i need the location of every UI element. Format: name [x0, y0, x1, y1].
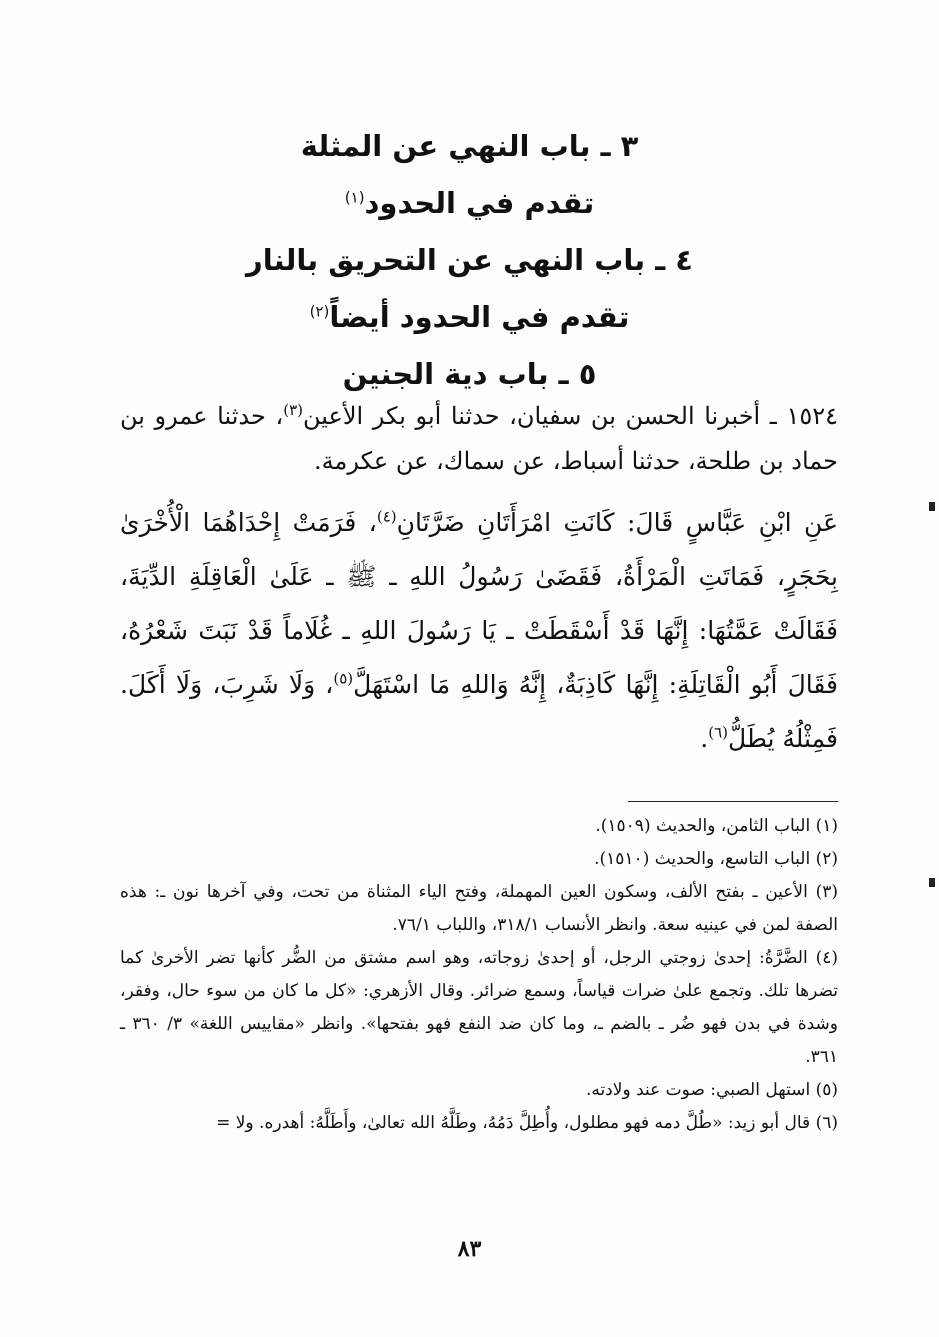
heading-note-1: تقدم في الحدود$^{(١)}$	[344, 186, 595, 220]
scan-mark	[929, 502, 935, 511]
footnote-1: (١) الباب الثامن، والحديث (١٥٠٩).	[595, 816, 838, 836]
footnote-ref-3[interactable]: (٣)	[283, 401, 303, 419]
footnote-2: (٢) الباب التاسع، والحديث (١٥١٠).	[594, 849, 838, 869]
main-text	[120, 394, 838, 766]
scan-mark	[929, 878, 935, 887]
heading-chapter-4: ٤ ـ باب النهي عن التحريق بالنار	[246, 243, 693, 277]
footnote-ref-1[interactable]: (١)	[344, 188, 365, 207]
chapter-headings	[0, 118, 939, 403]
footnotes	[120, 810, 838, 1140]
footnote-ref-6[interactable]: (٦)	[708, 723, 729, 742]
page-number: ٨٣	[457, 1236, 482, 1262]
heading-chapter-5: ٥ ـ باب دية الجنين	[342, 357, 597, 391]
heading-chapter-3: ٣ ـ باب النهي عن المثلة	[300, 129, 639, 163]
hadith-paragraph: عَنِ ابْنِ عَبَّاسٍ قَالَ: كَانَتِ امْرَأَتَانِ ضَرَّتَانِ$^{(٤)}$، فَرَمَتْ إِحْدَاهُمَا الْأُخْرَىٰ بِحَجَرٍ، فَمَاتَتِ الْمَرْأَةُ، فَقَضَىٰ رَسُولُ اللهِ ـ ﷺ ـ عَلَىٰ الْعَاقِلَةِ الدِّيَةَ، فَقَالَتْ عَمَّتُهَا: إِنَّهَا قَدْ أَسْقَطَتْ ـ يَا رَسُولَ اللهِ ـ غُلَاماً قَدْ نَبَتَ شَعْرُهُ، فَقَالَ أَبُو الْقَاتِلَةِ: إِنَّهَا كَاذِبَةٌ، إِنَّهُ وَاللهِ مَا اسْتَهَلَّ$^{(٥)}$، وَلَا شَرِبَ، وَلَا أَكَلَ. فَمِثْلُهُ يُطَلُّ$^{(٦)}$.	[120, 507, 839, 753]
footnote-ref-5[interactable]: (٥)	[333, 669, 354, 688]
isnad-paragraph: ١٥٢٤ ـ أخبرنا الحسن بن سفيان، حدثنا أبو بكر الأعين$^{(٣)}$، حدثنا عمرو بن حماد بن طلحة، حدثنا أسباط، عن سماك، عن عكرمة.	[120, 401, 839, 475]
footnote-5: (٥) استهل الصبي: صوت عند ولادته.	[585, 1080, 838, 1100]
footnote-divider	[628, 801, 838, 802]
footnote-3: (٣) الأعين ـ بفتح الألف، وسكون العين المهملة، وفتح الياء المثناة من تحت، وفي آخرها نون ـ: هذه الصفة لمن في عينيه سعة. وانظر الأنساب ٣١٨/١، واللباب ٧٦/١.	[120, 882, 838, 935]
footnote-ref-2[interactable]: (٢)	[309, 302, 330, 321]
heading-note-2: تقدم في الحدود أيضاً$^{(٢)}$	[309, 300, 630, 334]
footnote-ref-4[interactable]: (٤)	[376, 507, 397, 526]
footnote-4: (٤) الضَّرَّةُ: إحدىٰ زوجتي الرجل، أو إحدىٰ زوجاته، وهو اسم مشتق من الضُّر كأنها تضر الأخرىٰ كما تضرها تلك. وتجمع علىٰ ضرات قياساً، وسمع ضرائر. وقال الأزهري: «كل ما كان من سوء حال، وفقر، وشدة في بدن فهو ضُر ـ بالضم ـ، وما كان ضد النفع فهو بفتحها». وانظر «مقاييس اللغة» ٣/ ٣٦٠ ـ ٣٦١.	[120, 948, 838, 1067]
footnote-6: (٦) قال أبو زيد: «طُلَّ دمه فهو مطلول، وأُطِلَّ دَمُهُ، وطَلَّهُ الله تعالىٰ، وأَطَلَّهُ: أهدره. ولا =	[216, 1113, 838, 1133]
